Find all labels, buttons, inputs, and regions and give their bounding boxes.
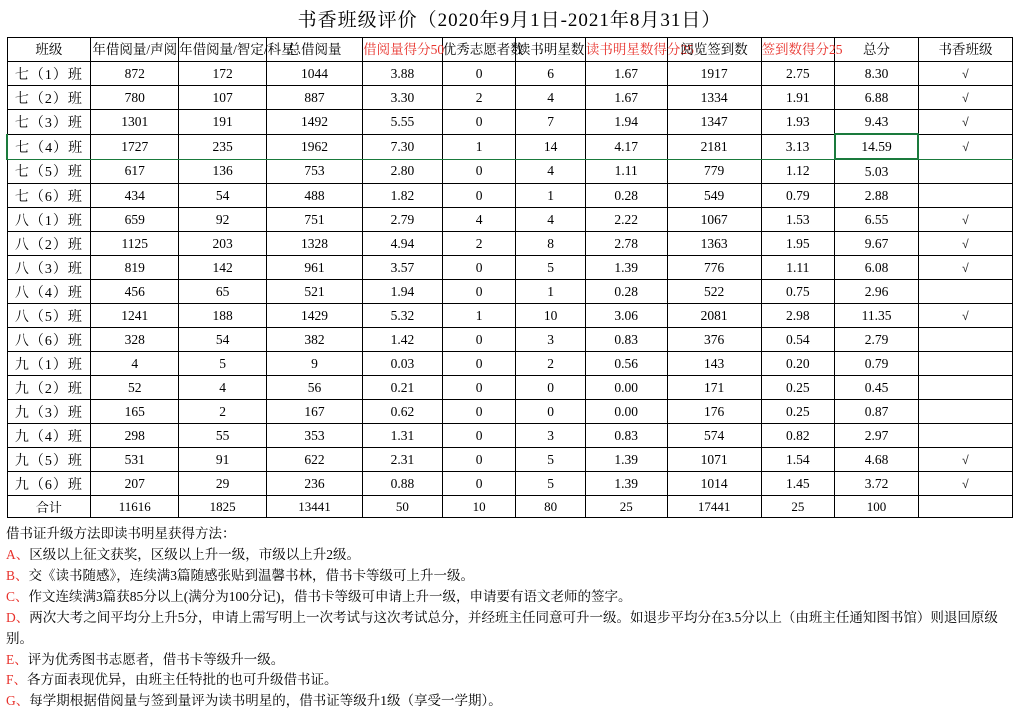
note-marker: E、: [6, 651, 28, 667]
note-text: 各方面表现优异，由班主任特批的也可升级借书证。: [27, 672, 338, 688]
table-cell[interactable]: 5.03: [835, 159, 919, 184]
evaluation-table: [6, 37, 1013, 518]
table-cell[interactable]: 0.00: [585, 400, 667, 424]
note-text: 评为优秀图书志愿者，借书卡等级升一级。: [27, 651, 285, 667]
table-cell[interactable]: 1241: [91, 304, 179, 328]
table-row[interactable]: [7, 86, 1013, 110]
column-header-5[interactable]: 优秀志愿者数: [442, 38, 516, 62]
table-row[interactable]: [7, 184, 1013, 208]
table-cell[interactable]: 0: [442, 424, 516, 448]
table-cell[interactable]: 0: [442, 159, 516, 184]
table-cell[interactable]: 779: [667, 159, 761, 184]
note-marker: B、: [6, 567, 29, 583]
table-row[interactable]: [7, 232, 1013, 256]
table-cell[interactable]: 819: [91, 256, 179, 280]
header-row: [7, 38, 1013, 62]
row-class-label[interactable]: 八（5）班: [7, 304, 91, 328]
table-cell[interactable]: 191: [179, 110, 267, 135]
table-cell[interactable]: 188: [179, 304, 267, 328]
table-cell[interactable]: 328: [91, 328, 179, 352]
table-cell[interactable]: 11.35: [835, 304, 919, 328]
table-cell[interactable]: 4.68: [835, 448, 919, 472]
table-cell[interactable]: 0: [442, 280, 516, 304]
table-cell[interactable]: 4: [516, 208, 585, 232]
total-cell[interactable]: 1825: [179, 496, 267, 518]
table-cell[interactable]: 0.82: [761, 424, 835, 448]
table-cell[interactable]: 6.88: [835, 86, 919, 110]
table-cell[interactable]: 5: [179, 352, 267, 376]
table-cell[interactable]: 961: [267, 256, 363, 280]
status-badge[interactable]: [918, 159, 1012, 184]
total-cell[interactable]: 25: [585, 496, 667, 518]
row-class-label[interactable]: 八（6）班: [7, 328, 91, 352]
column-header-11[interactable]: 书香班级: [918, 38, 1012, 62]
column-header-2[interactable]: 年借阅量/智定/科星: [179, 38, 267, 62]
table-cell[interactable]: 8: [516, 232, 585, 256]
table-cell[interactable]: 107: [179, 86, 267, 110]
table-row[interactable]: [7, 376, 1013, 400]
total-cell[interactable]: [918, 496, 1012, 518]
table-row[interactable]: [7, 280, 1013, 304]
row-class-label[interactable]: 七（1）班: [7, 62, 91, 86]
table-row[interactable]: [7, 110, 1013, 135]
table-cell[interactable]: 5.32: [363, 304, 443, 328]
table-cell[interactable]: 617: [91, 159, 179, 184]
table-cell[interactable]: 887: [267, 86, 363, 110]
note-marker: F、: [6, 672, 28, 688]
table-cell[interactable]: 2.79: [363, 208, 443, 232]
table-cell[interactable]: 3.72: [835, 472, 919, 496]
table-cell[interactable]: 55: [179, 424, 267, 448]
table-cell[interactable]: 2.80: [363, 159, 443, 184]
table-cell[interactable]: 1.93: [761, 110, 835, 135]
row-class-label[interactable]: 九（1）班: [7, 352, 91, 376]
table-cell[interactable]: 14.59: [835, 134, 919, 159]
total-cell[interactable]: 13441: [267, 496, 363, 518]
table-cell[interactable]: 0: [442, 472, 516, 496]
table-cell[interactable]: 2081: [667, 304, 761, 328]
table-cell[interactable]: 52: [91, 376, 179, 400]
table-row[interactable]: [7, 352, 1013, 376]
note-text: 区级以上征文获奖，区级以上升一级，市级以上升2级。: [29, 546, 360, 562]
table-cell[interactable]: 0.25: [761, 400, 835, 424]
table-cell[interactable]: 1962: [267, 134, 363, 159]
table-cell[interactable]: 0: [442, 400, 516, 424]
table-cell[interactable]: 1347: [667, 110, 761, 135]
table-cell[interactable]: 3.30: [363, 86, 443, 110]
table-cell[interactable]: 622: [267, 448, 363, 472]
row-class-label[interactable]: 八（4）班: [7, 280, 91, 304]
table-cell[interactable]: 14: [516, 134, 585, 159]
note-marker: G、: [6, 693, 30, 709]
table-cell[interactable]: 1328: [267, 232, 363, 256]
table-row[interactable]: [7, 400, 1013, 424]
table-row[interactable]: [7, 134, 1013, 159]
table-row[interactable]: [7, 304, 1013, 328]
table-cell[interactable]: 6.55: [835, 208, 919, 232]
table-cell[interactable]: 1.67: [585, 86, 667, 110]
table-cell[interactable]: 456: [91, 280, 179, 304]
table-cell[interactable]: 6.08: [835, 256, 919, 280]
table-cell[interactable]: 7: [516, 110, 585, 135]
status-badge[interactable]: [918, 328, 1012, 352]
table-cell[interactable]: 0.83: [585, 328, 667, 352]
column-header-3[interactable]: 总借阅量: [267, 38, 363, 62]
table-cell[interactable]: 1.12: [761, 159, 835, 184]
table-cell[interactable]: 0.21: [363, 376, 443, 400]
table-cell[interactable]: 0.79: [835, 352, 919, 376]
table-cell[interactable]: 1.54: [761, 448, 835, 472]
table-cell[interactable]: 1727: [91, 134, 179, 159]
row-class-label[interactable]: 七（3）班: [7, 110, 91, 135]
table-cell[interactable]: 136: [179, 159, 267, 184]
table-cell[interactable]: 353: [267, 424, 363, 448]
row-class-label[interactable]: 九（4）班: [7, 424, 91, 448]
table-cell[interactable]: 1.82: [363, 184, 443, 208]
status-badge[interactable]: √: [918, 134, 1012, 159]
table-cell[interactable]: 6: [516, 62, 585, 86]
status-badge[interactable]: √: [918, 232, 1012, 256]
table-cell[interactable]: 207: [91, 472, 179, 496]
table-cell[interactable]: 0.25: [761, 376, 835, 400]
table-cell[interactable]: 5.55: [363, 110, 443, 135]
note-marker: C、: [6, 588, 29, 604]
table-cell[interactable]: 549: [667, 184, 761, 208]
table-cell[interactable]: 9: [267, 352, 363, 376]
table-row[interactable]: [7, 62, 1013, 86]
table-cell[interactable]: 376: [667, 328, 761, 352]
table-cell[interactable]: 1.11: [761, 256, 835, 280]
table-cell[interactable]: 29: [179, 472, 267, 496]
note-text: 作文连续满3篇获85分以上(满分为100分记)，借书卡等级可申请上升一级，申请要有语文老师的签字。: [28, 588, 632, 604]
note-item: [6, 670, 1013, 691]
table-cell[interactable]: 2.78: [585, 232, 667, 256]
table-cell[interactable]: 1492: [267, 110, 363, 135]
table-cell[interactable]: 2.96: [835, 280, 919, 304]
table-cell[interactable]: 142: [179, 256, 267, 280]
table-cell[interactable]: 9.67: [835, 232, 919, 256]
row-class-label[interactable]: 九（5）班: [7, 448, 91, 472]
note-item: [6, 587, 1013, 608]
table-cell[interactable]: 0.54: [761, 328, 835, 352]
page-title: 书香班级评价（2020年9月1日-2021年8月31日）: [297, 10, 722, 31]
table-cell[interactable]: 488: [267, 184, 363, 208]
table-cell[interactable]: 0: [442, 62, 516, 86]
row-class-label[interactable]: 七（4）班: [7, 134, 91, 159]
row-class-label[interactable]: 九（2）班: [7, 376, 91, 400]
table-cell[interactable]: 1: [516, 184, 585, 208]
notes-section: [6, 524, 1013, 712]
status-badge[interactable]: [918, 352, 1012, 376]
table-cell[interactable]: 1067: [667, 208, 761, 232]
column-header-9[interactable]: 签到数得分25: [761, 38, 835, 62]
status-badge[interactable]: √: [918, 256, 1012, 280]
table-cell[interactable]: 10: [516, 304, 585, 328]
table-cell[interactable]: 382: [267, 328, 363, 352]
table-cell[interactable]: 1.42: [363, 328, 443, 352]
table-cell[interactable]: 2.75: [761, 62, 835, 86]
table-cell[interactable]: 2.22: [585, 208, 667, 232]
row-class-label[interactable]: 七（5）班: [7, 159, 91, 184]
note-item: [6, 545, 1013, 566]
table-cell[interactable]: 0: [442, 328, 516, 352]
table-cell[interactable]: 0.00: [585, 376, 667, 400]
table-cell[interactable]: 1: [442, 304, 516, 328]
status-badge[interactable]: [918, 424, 1012, 448]
table-cell[interactable]: 1: [516, 280, 585, 304]
table-cell[interactable]: 776: [667, 256, 761, 280]
table-cell[interactable]: 171: [667, 376, 761, 400]
row-class-label[interactable]: 八（3）班: [7, 256, 91, 280]
note-item: [6, 650, 1013, 671]
table-cell[interactable]: 0: [516, 400, 585, 424]
table-cell[interactable]: 0.83: [585, 424, 667, 448]
column-header-6[interactable]: 读书明星数: [516, 38, 585, 62]
table-cell[interactable]: 1125: [91, 232, 179, 256]
table-cell[interactable]: 1.39: [585, 448, 667, 472]
table-row[interactable]: [7, 472, 1013, 496]
table-cell[interactable]: 1363: [667, 232, 761, 256]
note-marker: A、: [6, 546, 30, 562]
table-cell[interactable]: 5: [516, 448, 585, 472]
table-cell[interactable]: 1429: [267, 304, 363, 328]
table-row[interactable]: [7, 256, 1013, 280]
table-cell[interactable]: 659: [91, 208, 179, 232]
row-class-label[interactable]: 八（1）班: [7, 208, 91, 232]
table-cell[interactable]: 1.94: [363, 280, 443, 304]
status-badge[interactable]: [918, 400, 1012, 424]
table-row[interactable]: [7, 448, 1013, 472]
table-cell[interactable]: 92: [179, 208, 267, 232]
table-cell[interactable]: 2.31: [363, 448, 443, 472]
table-row[interactable]: [7, 424, 1013, 448]
table-cell[interactable]: 0: [442, 448, 516, 472]
table-cell[interactable]: 2.98: [761, 304, 835, 328]
total-cell[interactable]: 80: [516, 496, 585, 518]
table-cell[interactable]: 65: [179, 280, 267, 304]
table-cell[interactable]: 1.39: [585, 256, 667, 280]
table-cell[interactable]: 4: [179, 376, 267, 400]
table-cell[interactable]: 2: [179, 400, 267, 424]
table-cell[interactable]: 1044: [267, 62, 363, 86]
table-cell[interactable]: 434: [91, 184, 179, 208]
table-cell[interactable]: 2: [516, 352, 585, 376]
note-marker: D、: [6, 609, 30, 625]
table-cell[interactable]: 1.95: [761, 232, 835, 256]
table-cell[interactable]: 2.88: [835, 184, 919, 208]
total-cell[interactable]: 50: [363, 496, 443, 518]
total-cell[interactable]: 25: [761, 496, 835, 518]
table-body: [7, 62, 1013, 518]
table-cell[interactable]: 574: [667, 424, 761, 448]
table-cell[interactable]: 0: [442, 376, 516, 400]
row-class-label[interactable]: 九（6）班: [7, 472, 91, 496]
note-text: 两次大考之间平均分上升5分，申请上需写明上一次考试与这次考试总分，并经班主任同意可升一级。如退步平均分在3.5分以上（由班主任通知图书馆）则退回原级别。: [6, 609, 998, 646]
table-cell[interactable]: 0.62: [363, 400, 443, 424]
status-badge[interactable]: [918, 184, 1012, 208]
note-text: 交《读书随感》，连续满3篇随感张贴到温馨书林，借书卡等级可上升一级。: [28, 567, 475, 583]
table-cell[interactable]: 872: [91, 62, 179, 86]
table-cell[interactable]: 172: [179, 62, 267, 86]
column-header-0[interactable]: 班级: [7, 38, 91, 62]
status-badge[interactable]: √: [918, 208, 1012, 232]
status-badge[interactable]: √: [918, 472, 1012, 496]
table-cell[interactable]: 780: [91, 86, 179, 110]
table-cell[interactable]: 0: [442, 184, 516, 208]
total-cell[interactable]: 100: [835, 496, 919, 518]
table-cell[interactable]: 1014: [667, 472, 761, 496]
table-cell[interactable]: 4: [442, 208, 516, 232]
table-cell[interactable]: 4.94: [363, 232, 443, 256]
table-cell[interactable]: 3.88: [363, 62, 443, 86]
table-cell[interactable]: 3: [516, 328, 585, 352]
table-cell[interactable]: 235: [179, 134, 267, 159]
table-cell[interactable]: 91: [179, 448, 267, 472]
table-cell[interactable]: 3: [516, 424, 585, 448]
row-class-label[interactable]: 七（6）班: [7, 184, 91, 208]
table-header: [7, 38, 1013, 62]
table-cell[interactable]: 54: [179, 184, 267, 208]
table-cell[interactable]: 54: [179, 328, 267, 352]
table-cell[interactable]: 0: [442, 110, 516, 135]
row-class-label[interactable]: 九（3）班: [7, 400, 91, 424]
table-cell[interactable]: 8.30: [835, 62, 919, 86]
status-badge[interactable]: √: [918, 110, 1012, 135]
table-cell[interactable]: 9.43: [835, 110, 919, 135]
column-header-10[interactable]: 总分: [835, 38, 919, 62]
table-cell[interactable]: 0.28: [585, 280, 667, 304]
table-cell[interactable]: 2.97: [835, 424, 919, 448]
table-cell[interactable]: 143: [667, 352, 761, 376]
table-cell[interactable]: 167: [267, 400, 363, 424]
total-cell[interactable]: 10: [442, 496, 516, 518]
table-cell[interactable]: 236: [267, 472, 363, 496]
table-cell[interactable]: 5: [516, 256, 585, 280]
note-item: [6, 566, 1013, 587]
table-cell[interactable]: 1.39: [585, 472, 667, 496]
total-cell[interactable]: 17441: [667, 496, 761, 518]
table-cell[interactable]: 751: [267, 208, 363, 232]
table-cell[interactable]: 176: [667, 400, 761, 424]
status-badge[interactable]: √: [918, 448, 1012, 472]
table-cell[interactable]: 1.31: [363, 424, 443, 448]
note-item: [6, 691, 1013, 712]
row-class-label[interactable]: 八（2）班: [7, 232, 91, 256]
total-label[interactable]: 合计: [7, 496, 91, 518]
table-cell[interactable]: 7.30: [363, 134, 443, 159]
status-badge[interactable]: [918, 280, 1012, 304]
row-class-label[interactable]: 七（2）班: [7, 86, 91, 110]
table-cell[interactable]: 0.79: [761, 184, 835, 208]
column-header-1[interactable]: 年借阅量/声阅: [91, 38, 179, 62]
notes-list: [6, 545, 1013, 712]
table-cell[interactable]: 4: [516, 159, 585, 184]
status-badge[interactable]: √: [918, 304, 1012, 328]
table-cell[interactable]: 3.06: [585, 304, 667, 328]
status-badge[interactable]: √: [918, 86, 1012, 110]
table-row[interactable]: [7, 328, 1013, 352]
note-item: [6, 608, 1013, 650]
table-cell[interactable]: 1: [442, 134, 516, 159]
table-cell[interactable]: 1334: [667, 86, 761, 110]
table-row[interactable]: [7, 159, 1013, 184]
column-header-7[interactable]: 读书明星数得分25: [585, 38, 667, 62]
table-cell[interactable]: 1917: [667, 62, 761, 86]
table-cell[interactable]: 4: [91, 352, 179, 376]
table-cell[interactable]: 2: [442, 86, 516, 110]
table-cell[interactable]: 0.28: [585, 184, 667, 208]
table-cell[interactable]: 0: [442, 352, 516, 376]
table-cell[interactable]: 0.56: [585, 352, 667, 376]
table-cell[interactable]: 1.91: [761, 86, 835, 110]
total-cell[interactable]: 11616: [91, 496, 179, 518]
notes-intro: 借书证升级方法即读书明星获得方法：: [6, 526, 236, 541]
table-cell[interactable]: 1.53: [761, 208, 835, 232]
table-cell[interactable]: 203: [179, 232, 267, 256]
table-row[interactable]: [7, 208, 1013, 232]
table-cell[interactable]: 0: [516, 376, 585, 400]
table-cell[interactable]: 0.20: [761, 352, 835, 376]
table-cell[interactable]: 4: [516, 86, 585, 110]
table-cell[interactable]: 1.45: [761, 472, 835, 496]
table-cell[interactable]: 4.17: [585, 134, 667, 159]
table-cell[interactable]: 521: [267, 280, 363, 304]
table-total-row[interactable]: [7, 496, 1013, 518]
table-cell[interactable]: 753: [267, 159, 363, 184]
table-cell[interactable]: 165: [91, 400, 179, 424]
column-header-4[interactable]: 借阅量得分50: [363, 38, 443, 62]
table-cell[interactable]: 531: [91, 448, 179, 472]
table-cell[interactable]: 0.75: [761, 280, 835, 304]
note-text: 每学期根据借阅量与签到量评为读书明星的，借书证等级升1级（享受一学期）。: [29, 693, 502, 709]
status-badge[interactable]: √: [918, 62, 1012, 86]
table-cell[interactable]: 0.87: [835, 400, 919, 424]
table-cell[interactable]: 2181: [667, 134, 761, 159]
table-cell[interactable]: 1071: [667, 448, 761, 472]
table-cell[interactable]: 1.11: [585, 159, 667, 184]
table-cell[interactable]: 0.03: [363, 352, 443, 376]
table-cell[interactable]: 1.67: [585, 62, 667, 86]
table-cell[interactable]: 5: [516, 472, 585, 496]
table-cell[interactable]: 3.57: [363, 256, 443, 280]
table-cell[interactable]: 0.45: [835, 376, 919, 400]
table-cell[interactable]: 1.94: [585, 110, 667, 135]
table-cell[interactable]: 0: [442, 256, 516, 280]
table-cell[interactable]: 2: [442, 232, 516, 256]
table-cell[interactable]: 56: [267, 376, 363, 400]
table-cell[interactable]: 298: [91, 424, 179, 448]
table-cell[interactable]: 3.13: [761, 134, 835, 159]
table-cell[interactable]: 0.88: [363, 472, 443, 496]
status-badge[interactable]: [918, 376, 1012, 400]
column-header-8[interactable]: 阅览签到数: [667, 38, 761, 62]
table-cell[interactable]: 1301: [91, 110, 179, 135]
table-cell[interactable]: 522: [667, 280, 761, 304]
table-cell[interactable]: 2.79: [835, 328, 919, 352]
